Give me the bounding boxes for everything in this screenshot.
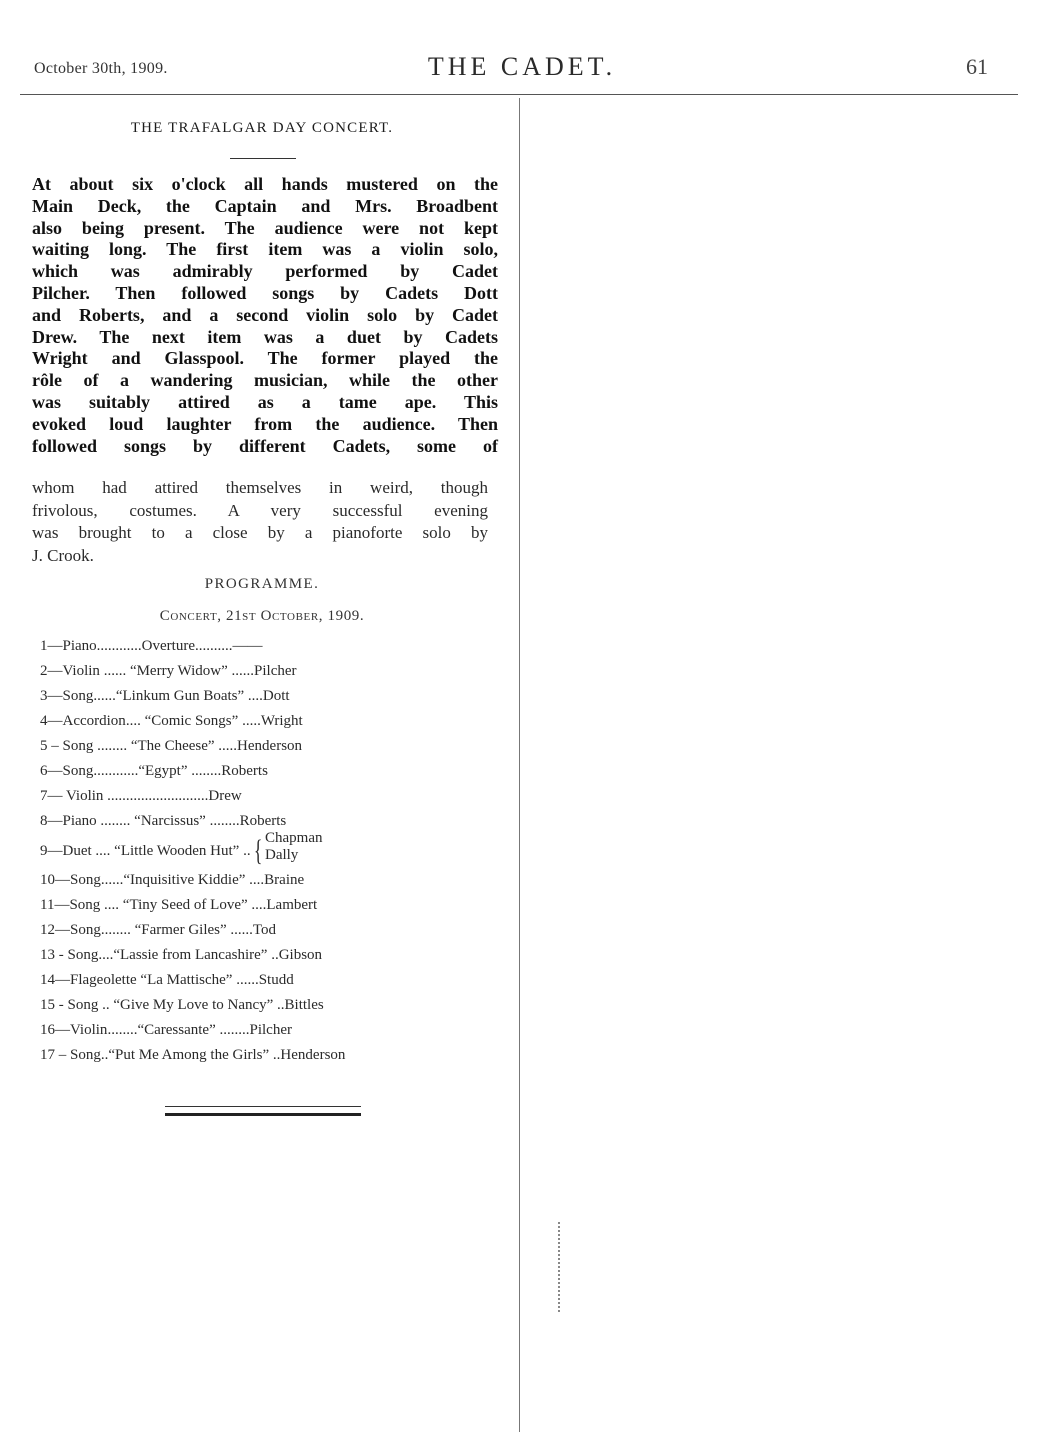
item-trailing-dots: ..... — [214, 738, 238, 754]
item-leader-dots: .. — [100, 1047, 109, 1063]
brace-mark: { — [253, 834, 263, 867]
item-number: 17 – — [40, 1047, 70, 1063]
item-title: “Caressante” — [137, 1022, 216, 1038]
programme-list — [40, 634, 500, 1068]
article-title: THE TRAFALGAR DAY CONCERT. — [130, 120, 394, 136]
item-instrument: Song — [70, 872, 101, 888]
item-performer: Roberts — [221, 763, 268, 779]
item-trailing-dots: .... — [247, 897, 267, 913]
paragraph-line: followed songs by different Cadets, some of — [32, 435, 498, 456]
paragraph-line: which was admirably performed by Cadet — [32, 261, 498, 282]
item-performer: Lambert — [266, 897, 318, 913]
item-number: 9— — [40, 843, 63, 859]
programme-item — [40, 830, 500, 868]
item-instrument: Song — [70, 1047, 101, 1063]
programme-item — [40, 1018, 500, 1043]
item-number: 13 - — [40, 947, 68, 963]
item-number: 15 - — [40, 997, 68, 1013]
header-rule — [20, 94, 1018, 95]
item-leader-dots: .... — [100, 897, 123, 913]
item-trailing-dots: .. — [273, 997, 285, 1013]
item-trailing-dots: ........ — [205, 813, 240, 829]
paragraph-line: J. Crook. — [32, 545, 94, 565]
item-title: “Put Me Among the Girls” — [108, 1047, 270, 1063]
item-title: “Narcissus” — [134, 813, 206, 829]
item-instrument: Duet — [62, 843, 92, 859]
item-instrument: Violin — [65, 788, 104, 804]
programme-item — [40, 759, 500, 784]
programme-item — [40, 943, 500, 968]
item-leader-dots: ........................... — [103, 788, 209, 804]
item-performer: Henderson — [237, 738, 303, 754]
item-title: “Give My Love to Nancy” — [113, 997, 274, 1013]
item-number: 3— — [40, 688, 63, 704]
item-performer: Studd — [258, 972, 294, 988]
page-number: 61 — [966, 54, 988, 79]
programme-item — [40, 1043, 500, 1068]
programme-item — [40, 893, 500, 918]
item-performer: Dally — [264, 847, 299, 863]
item-performers — [265, 830, 323, 864]
item-title: “Lassie from Lancashire” — [113, 947, 268, 963]
item-trailing-dots: .. — [239, 843, 251, 859]
item-title: “Egypt” — [138, 763, 188, 779]
item-leader-dots: .... — [98, 947, 114, 963]
item-performer: Drew — [208, 788, 242, 804]
item-trailing-dots: .... — [244, 688, 263, 704]
issue-date: October 30th, 1909. — [34, 60, 168, 77]
programme-item — [40, 868, 500, 893]
item-performer: Pilcher — [249, 1022, 292, 1038]
item-trailing-dots: ..... — [238, 713, 261, 729]
column-divider — [519, 98, 520, 1432]
paragraph-line: frivolous, costumes. A very successful evening — [32, 500, 488, 520]
programme-item — [40, 634, 500, 659]
masthead-title: THE CADET. — [427, 52, 617, 81]
paragraph-line: At about six o'clock all hands mustered on the — [32, 174, 498, 194]
item-title: “Linkum Gun Boats” — [115, 688, 245, 704]
item-instrument: Violin — [70, 1022, 108, 1038]
item-number: 16— — [40, 1022, 70, 1038]
item-instrument: Piano — [62, 638, 97, 654]
item-number: 4— — [40, 713, 63, 729]
paragraph-line: waiting long. The first item was a violin solo, — [32, 239, 498, 260]
item-number: 6— — [40, 763, 63, 779]
item-leader-dots: ............ — [93, 763, 139, 779]
paragraph-line: Drew. The next item was a duet by Cadets — [32, 326, 498, 347]
paragraph-line: Main Deck, the Captain and Mrs. Broadbent — [32, 195, 498, 216]
paragraph-line: whom had attired themselves in weird, though — [32, 478, 488, 497]
item-trailing-dots: .......... — [194, 638, 233, 654]
item-instrument: Violin — [62, 663, 100, 679]
item-leader-dots: ........ — [100, 922, 135, 938]
item-trailing-dots: .. — [267, 947, 279, 963]
item-title: “The Cheese” — [130, 738, 215, 754]
item-title: “Little Wooden Hut” — [114, 843, 240, 859]
item-number: 12— — [40, 922, 70, 938]
paragraph-line: was brought to a close by a pianoforte solo by — [32, 523, 488, 542]
item-trailing-dots: ...... — [227, 663, 255, 679]
title-rule — [230, 158, 296, 159]
item-leader-dots: ............ — [96, 638, 142, 654]
paragraph-line: rôle of a wandering musician, while the other — [32, 370, 498, 391]
item-instrument: Song — [62, 763, 94, 779]
item-performer: Bittles — [284, 997, 324, 1013]
item-performer: —— — [232, 638, 263, 654]
item-number: 2— — [40, 663, 63, 679]
item-trailing-dots: ...... — [232, 972, 259, 988]
item-instrument: Song — [69, 897, 101, 913]
programme-item — [40, 968, 500, 993]
item-instrument: Piano — [62, 813, 97, 829]
item-performer: Chapman — [264, 830, 323, 846]
item-instrument: Song — [62, 688, 94, 704]
item-instrument: Accordion — [62, 713, 126, 729]
item-trailing-dots: .... — [245, 872, 265, 888]
item-number: 11— — [40, 897, 70, 913]
programme-item — [40, 684, 500, 709]
paragraph-line: evoked loud laughter from the audience. Then — [32, 413, 498, 434]
item-title: “Farmer Giles” — [134, 922, 227, 938]
item-leader-dots: ........ — [107, 1022, 138, 1038]
item-leader-dots: .... — [125, 713, 145, 729]
item-leader-dots: ........ — [96, 813, 135, 829]
item-performer: Gibson — [278, 947, 323, 963]
item-instrument: Flageolette — [70, 972, 137, 988]
item-title: “Comic Songs” — [144, 713, 239, 729]
item-trailing-dots: ........ — [215, 1022, 250, 1038]
programme-item — [40, 709, 500, 734]
item-instrument: Song — [70, 922, 101, 938]
item-leader-dots: ...... — [93, 688, 116, 704]
item-title: “La Mattische” — [140, 972, 233, 988]
programme-heading: PROGRAMME. — [204, 576, 320, 592]
item-number: 5 – — [40, 738, 63, 754]
item-title: “Merry Widow” — [129, 663, 228, 679]
item-leader-dots: .... — [91, 843, 115, 859]
programme-item — [40, 993, 500, 1018]
item-performer: Pilcher — [254, 663, 297, 679]
item-title: “Inquisitive Kiddie” — [123, 872, 246, 888]
item-performer: Henderson — [280, 1047, 346, 1063]
item-trailing-dots: ........ — [187, 763, 222, 779]
paragraph-line: Wright and Glasspool. The former played the — [32, 348, 498, 369]
programme-subheading: Concert, 21st October, 1909. — [159, 608, 365, 624]
item-number: 8— — [40, 813, 63, 829]
item-number: 10— — [40, 872, 70, 888]
paragraph-line: and Roberts, and a second violin solo by Cadet — [32, 304, 498, 325]
item-trailing-dots: .. — [269, 1047, 281, 1063]
programme-item — [40, 918, 500, 943]
item-instrument: Song — [67, 997, 99, 1013]
item-trailing-dots: ...... — [226, 922, 253, 938]
item-performer: Dott — [262, 688, 290, 704]
end-rule — [165, 1106, 361, 1116]
item-leader-dots: ........ — [93, 738, 131, 754]
programme-item — [40, 659, 500, 684]
item-number: 14— — [40, 972, 70, 988]
item-title: Overture — [141, 638, 195, 654]
item-performer: Roberts — [239, 813, 287, 829]
item-performer: Braine — [264, 872, 305, 888]
item-number: 7— — [40, 788, 66, 804]
article-continuation — [32, 477, 488, 567]
item-instrument: Song — [67, 947, 99, 963]
item-title: “Tiny Seed of Love” — [122, 897, 248, 913]
item-performer: Wright — [260, 713, 303, 729]
paragraph-line: also being present. The audience were not kept — [32, 217, 498, 238]
column-dotted-mark — [558, 1222, 560, 1312]
item-leader-dots: ...... — [100, 872, 124, 888]
item-instrument: Song — [62, 738, 94, 754]
paragraph-line: Pilcher. Then followed songs by Cadets Dott — [32, 282, 498, 303]
article-paragraph — [32, 174, 498, 457]
item-leader-dots: ...... — [99, 663, 130, 679]
paragraph-line: was suitably attired as a tame ape. This — [32, 391, 498, 412]
item-number: 1— — [40, 638, 63, 654]
programme-item — [40, 734, 500, 759]
programme-item — [40, 784, 500, 809]
item-leader-dots: .. — [98, 997, 114, 1013]
item-performer: Tod — [252, 922, 277, 938]
